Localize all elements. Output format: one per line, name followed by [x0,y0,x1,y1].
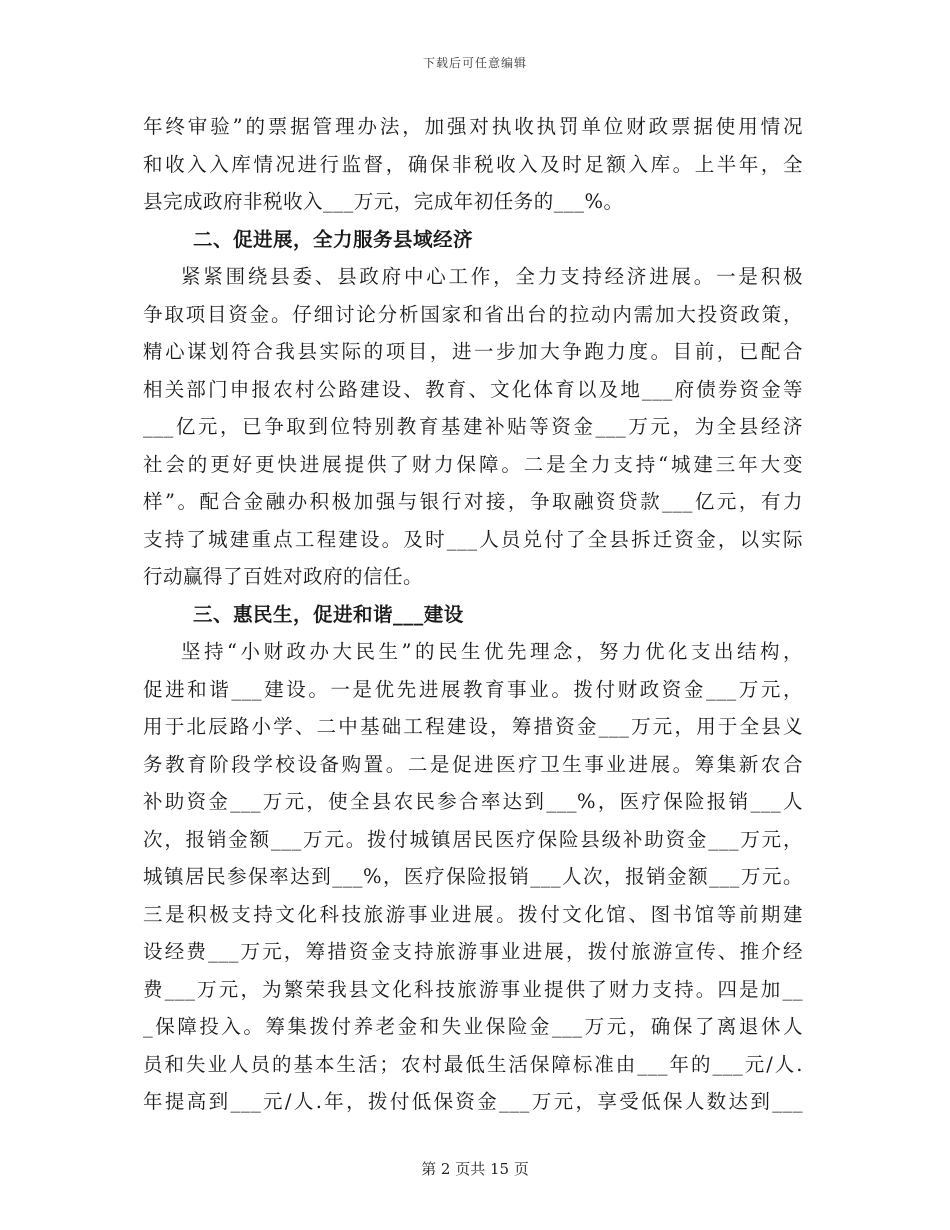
paragraph-line: 次，报销金额___万元。拨付城镇居民医疗保险县级补助资金___万元， [143,827,803,851]
paragraph-line: 年提高到___元/人.年，拨付低保资金___万元，享受低保人数达到___ [143,1090,803,1113]
paragraph-line: 费___万元，为繁荣我县文化科技旅游事业提供了财力支持。四是加__ [143,977,803,1001]
page-number-footer: 第 2 页共 15 页 [421,1160,529,1178]
paragraph-line: 三是积极支持文化科技旅游事业进展。拨付文化馆、图书馆等前期建 [143,902,803,926]
paragraph-line: 县完成政府非税收入___万元，完成年初任务的___%。 [143,190,624,213]
paragraph-line: 务教育阶段学校设备购置。二是促进医疗卫生事业进展。筹集新农合 [143,752,803,776]
paragraph-line: 紧紧围绕县委、县政府中心工作，全力支持经济进展。一是积极 [181,265,803,288]
page-header-note: 下载后可任意编辑 [422,56,527,70]
paragraph-line: 社会的更好更快进展提供了财力保障。二是全力支持“城建三年大变 [143,452,803,476]
paragraph-line: 争取项目资金。仔细讨论分析国家和省出台的拉动内需加大投资政策， [143,302,803,326]
paragraph-line: 设经费___万元，筹措资金支持旅游事业进展，拨付旅游宣传、推介经 [143,940,803,963]
paragraph-line: 坚持“小财政办大民生”的民生优先理念，努力优化支出结构， [181,640,803,663]
paragraph-line: 员和失业人员的基本生活；农村最低生活保障标准由___年的___元/人. [143,1052,803,1076]
paragraph-line: _保障投入。筹集拨付养老金和失业保险金___万元，确保了离退休人 [143,1015,803,1038]
paragraph-line: 相关部门申报农村公路建设、教育、文化体育以及地___府债券资金等 [143,377,803,401]
paragraph-line: 精心谋划符合我县实际的项目，进一步加大争跑力度。目前，已配合 [143,340,803,363]
paragraph-line: 行动赢得了百姓对政府的信任。 [143,565,424,588]
paragraph-line: 支持了城建重点工程建设。及时___人员兑付了全县拆迁资金，以实际 [143,527,803,551]
paragraph-line: 年终审验”的票据管理办法，加强对执收执罚单位财政票据使用情况 [143,115,803,138]
section-heading: 二、促进展，全力服务县域经济 [193,227,474,251]
paragraph-line: 样”。配合金融办积极加强与银行对接，争取融资贷款___亿元，有力 [143,490,803,513]
paragraph-line: ___亿元，已争取到位特别教育基建补贴等资金___万元，为全县经济 [143,415,803,438]
document-body [143,108,803,1121]
section-heading: 三、惠民生，促进和谐___建设 [193,602,464,626]
paragraph-line: 补助资金___万元，使全县农民参合率达到___%，医疗保险报销___人 [143,790,803,813]
paragraph-line: 城镇居民参保率达到___%，医疗保险报销___人次，报销金额___万元。 [143,865,803,888]
paragraph-line: 用于北辰路小学、二中基础工程建设，筹措资金___万元，用于全县义 [143,715,803,738]
paragraph-line: 和收入入库情况进行监督，确保非税收入及时足额入库。上半年，全 [143,152,803,176]
paragraph-line: 促进和谐___建设。一是优先进展教育事业。拨付财政资金___万元， [143,677,803,701]
